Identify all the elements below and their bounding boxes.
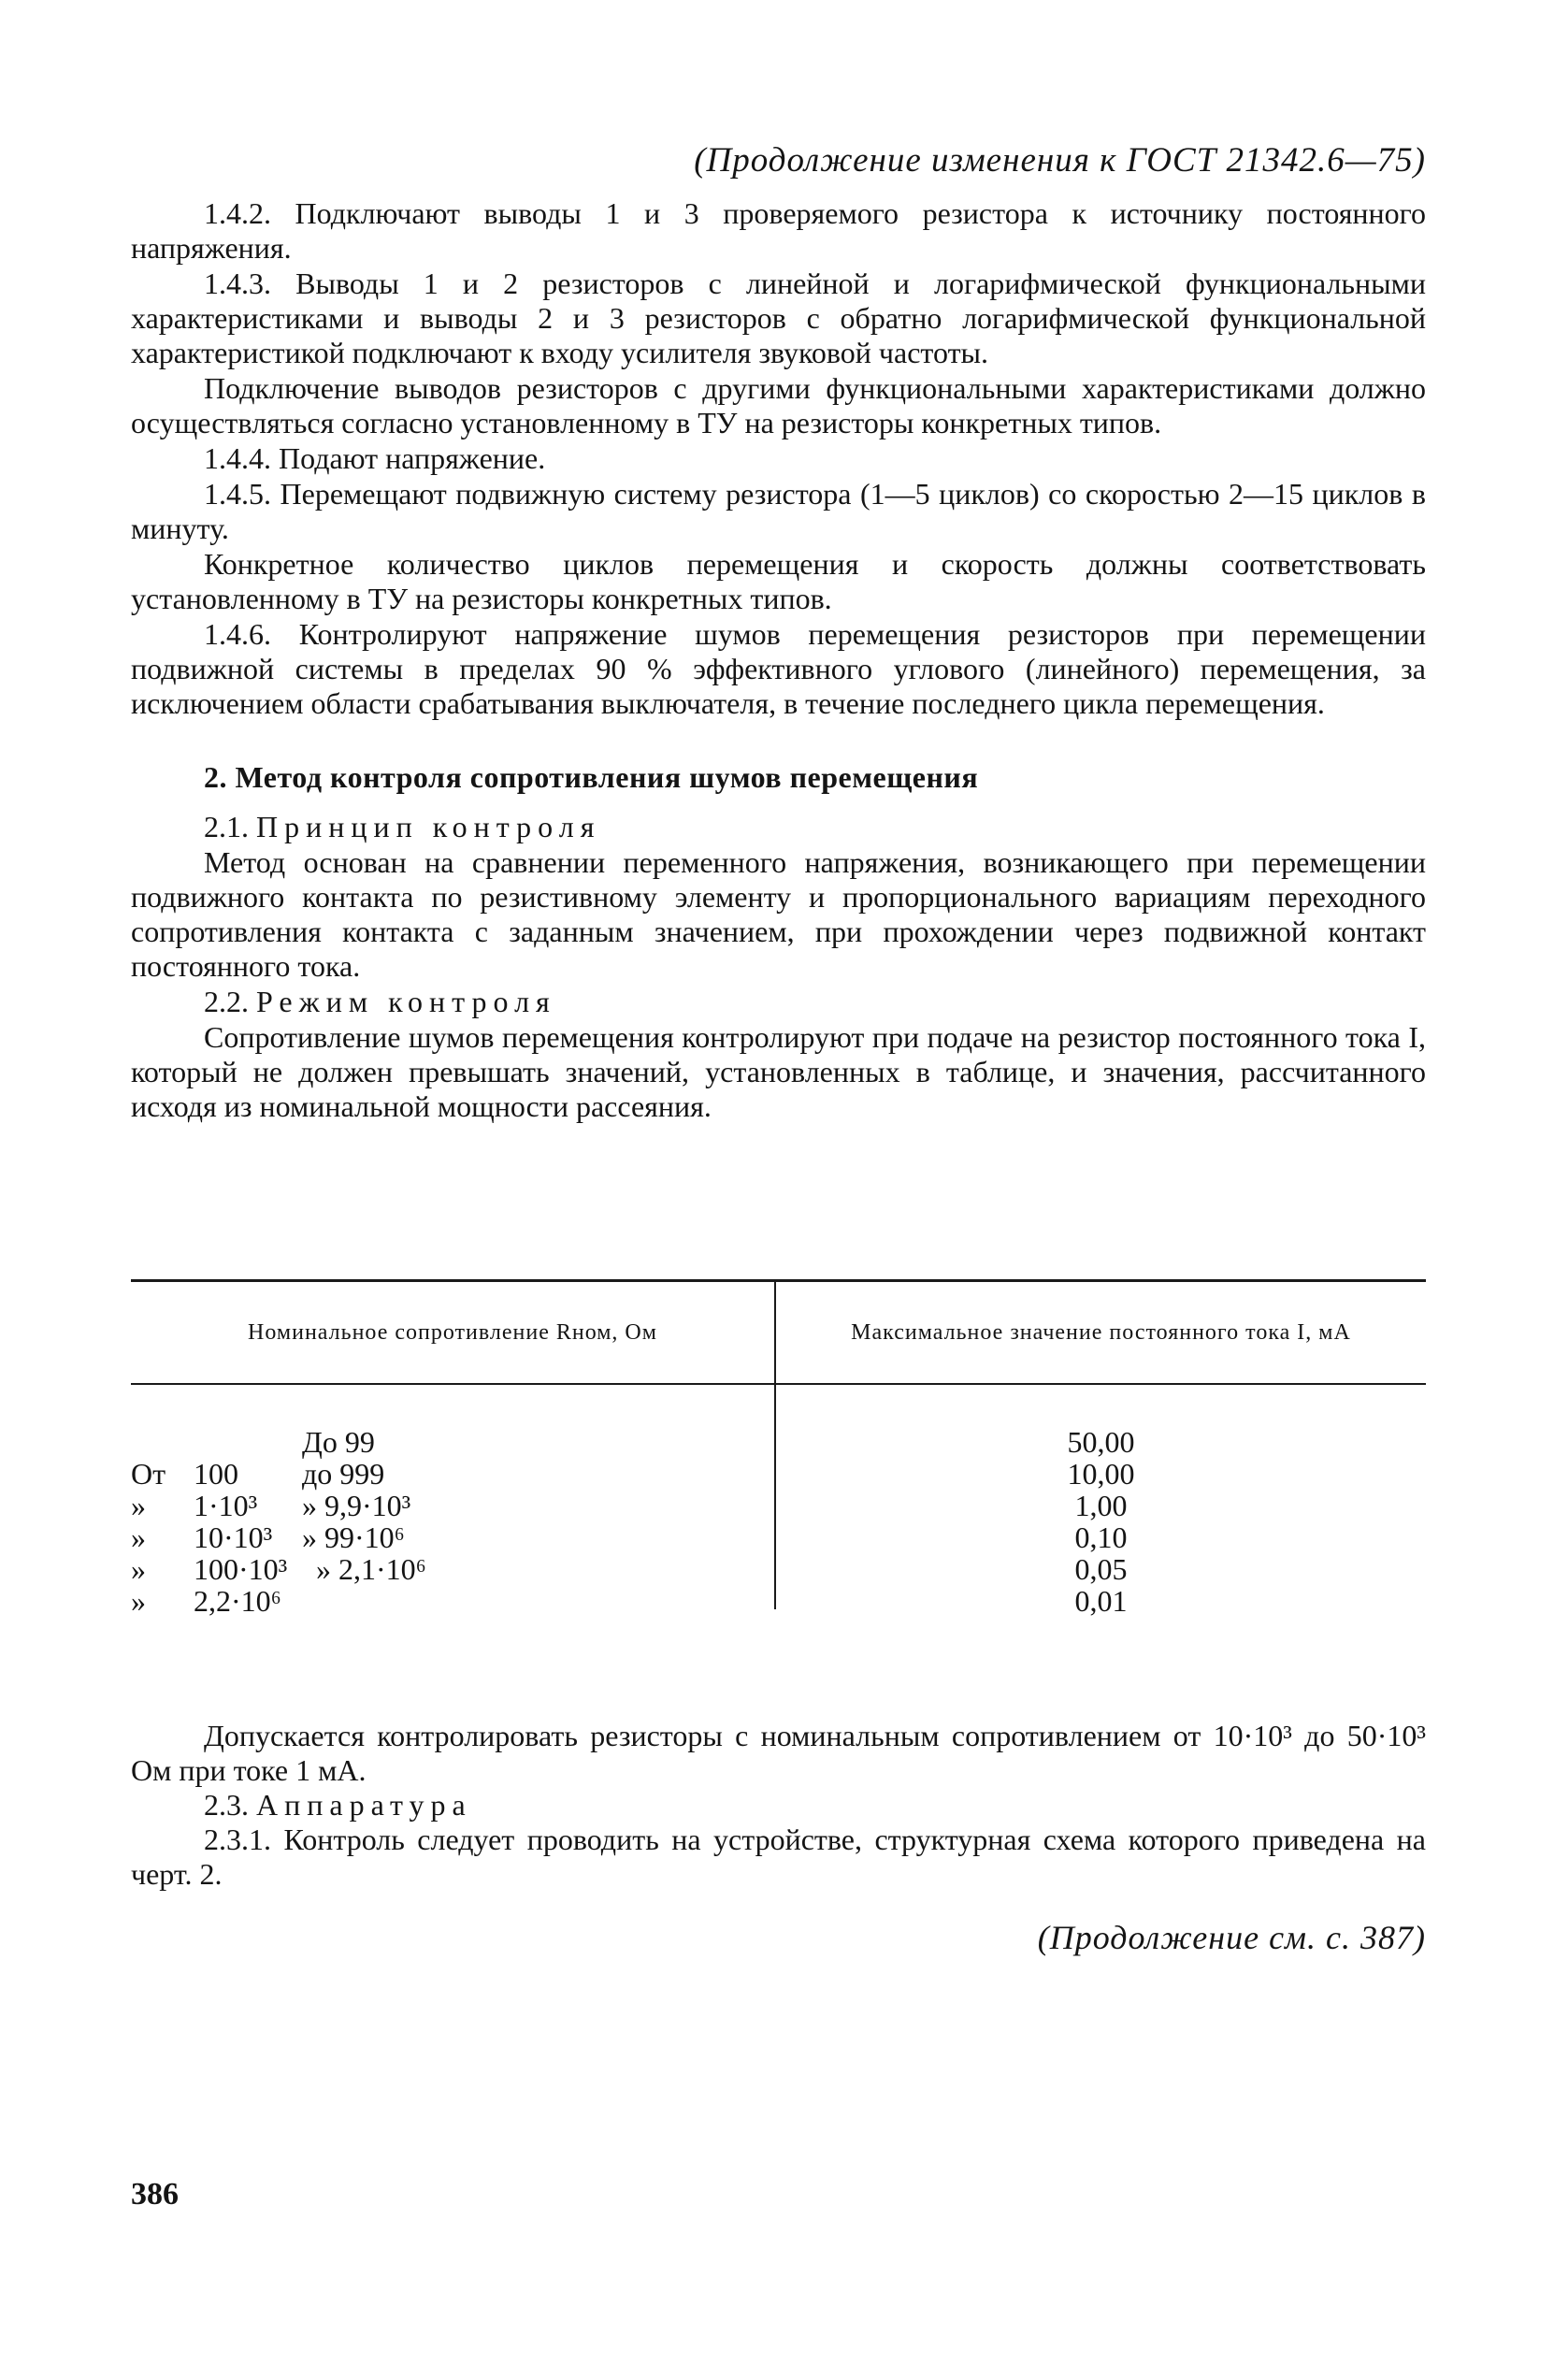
row-from: 1·10³	[194, 1489, 258, 1522]
row-prefix: »	[131, 1584, 146, 1618]
footer-text	[131, 1719, 1426, 1892]
table-row	[131, 1426, 774, 1458]
paragraph-1-4-3: 1.4.3. Выводы 1 и 2 резисторов с линейной и логарифмической функциональными характеристиками и выводы 2 и 3 резисторов с обратно логарифмической функциональной характеристикой подключают к входу усилителя звуковой частоты.	[131, 267, 1426, 369]
main-text	[131, 196, 1426, 1124]
row-to: » 9,9·10³	[302, 1489, 411, 1522]
current-value: 1,00	[1074, 1489, 1128, 1522]
section-2-1-number: 2.1.	[204, 810, 249, 843]
row-from: 10·10³	[194, 1520, 273, 1554]
section-2-3-number: 2.3.	[204, 1788, 249, 1822]
table-row	[131, 1521, 774, 1553]
row-to: » 2,1·10⁶	[316, 1552, 426, 1586]
section-2-title: 2. Метод контроля сопротивления шумов перемещения	[204, 760, 979, 794]
section-2-2-heading	[131, 985, 1426, 1019]
row-to: » 99·10⁶	[302, 1520, 405, 1554]
row-from: 100	[194, 1457, 238, 1491]
table-header-resistance: Номинальное сопротивление Rном, Ом	[248, 1319, 657, 1345]
current-value: 50,00	[1067, 1425, 1135, 1459]
section-2-1-text: Метод основан на сравнении переменного напряжения, возникающего при перемещении подвижного контакта по резистивному элементу и пропорционального вариациям переходного сопротивления контакта с заданным значением, при прохождении через подвижной контакт постоянного тока.	[131, 845, 1426, 983]
continuation-note: (Продолжение см. с. 387)	[1037, 1919, 1426, 1956]
row-prefix: »	[131, 1552, 146, 1586]
row-from: 100·10³	[194, 1552, 288, 1586]
paragraph-1-4-2: 1.4.2. Подключают выводы 1 и 3 проверяемого резистора к источнику постоянного напряжения.	[131, 196, 1426, 265]
row-prefix: »	[131, 1489, 146, 1522]
row-prefix: »	[131, 1520, 146, 1554]
table-header-current: Максимальное значение постоянного тока I, мА	[851, 1319, 1351, 1345]
row-from: 2,2·10⁶	[194, 1584, 281, 1618]
paragraph-cycles: Конкретное количество циклов перемещения и скорость должны соответствовать установленному в ТУ на резисторы конкретных типов.	[131, 547, 1426, 615]
section-2-3-heading	[131, 1788, 1426, 1823]
table-header-row	[131, 1282, 1426, 1383]
section-2-1-heading	[131, 810, 1426, 844]
section-2-2-text: Сопротивление шумов перемещения контролируют при подаче на резистор постоянного тока I, который не должен превышать значений, установленных в таблице, и значения, рассчитанного исходя из номинальной мощности рассеяния.	[131, 1020, 1426, 1123]
current-value: 0,01	[1074, 1584, 1128, 1618]
section-2-2-number: 2.2.	[204, 985, 249, 1018]
page-number: 386	[131, 2177, 179, 2212]
current-value: 0,10	[1074, 1520, 1128, 1554]
row-prefix: От	[131, 1457, 166, 1491]
table-row	[131, 1490, 774, 1521]
paragraph-1-4-5: 1.4.5. Перемещают подвижную систему резистора (1—5 циклов) со скоростью 2—15 циклов в минуту.	[131, 477, 1426, 545]
table-row	[131, 1553, 774, 1585]
table-row	[131, 1458, 774, 1490]
current-column	[776, 1385, 1426, 1618]
section-2-2-title: Режим контроля	[256, 985, 556, 1018]
current-value: 0,05	[1074, 1552, 1128, 1586]
paragraph-tolerance: Допускается контролировать резисторы с номинальным сопротивлением от 10·10³ до 50·10³ Ом при токе 1 мА.	[131, 1719, 1426, 1787]
current-value: 10,00	[1067, 1457, 1135, 1491]
section-2-1-title: Принцип контроля	[256, 810, 601, 843]
paragraph-1-4-4: 1.4.4. Подают напряжение.	[204, 441, 546, 475]
table-row	[131, 1585, 774, 1617]
paragraph-connection: Подключение выводов резисторов с другими функциональными характеристиками должно осуществляться согласно установленному в ТУ на резисторы конкретных типов.	[131, 371, 1426, 439]
paragraph-2-3-1: 2.3.1. Контроль следует проводить на устройстве, структурная схема которого приведена на черт. 2.	[131, 1823, 1426, 1891]
current-limits-table	[131, 1279, 1426, 1618]
page-header: (Продолжение изменения к ГОСТ 21342.6—75)	[694, 141, 1426, 180]
resistance-column	[131, 1385, 774, 1618]
paragraph-1-4-6: 1.4.6. Контролируют напряжение шумов перемещения резисторов при перемещении подвижной системы в пределах 90 % эффективного углового (линейного) перемещения, за исключением области срабатывания выключателя, в течение последнего цикла перемещения.	[131, 617, 1426, 720]
table-body	[131, 1385, 1426, 1618]
row-from: До 99	[302, 1425, 375, 1459]
section-2-3-title: Аппаратура	[256, 1788, 472, 1822]
row-to: до 999	[302, 1457, 385, 1491]
